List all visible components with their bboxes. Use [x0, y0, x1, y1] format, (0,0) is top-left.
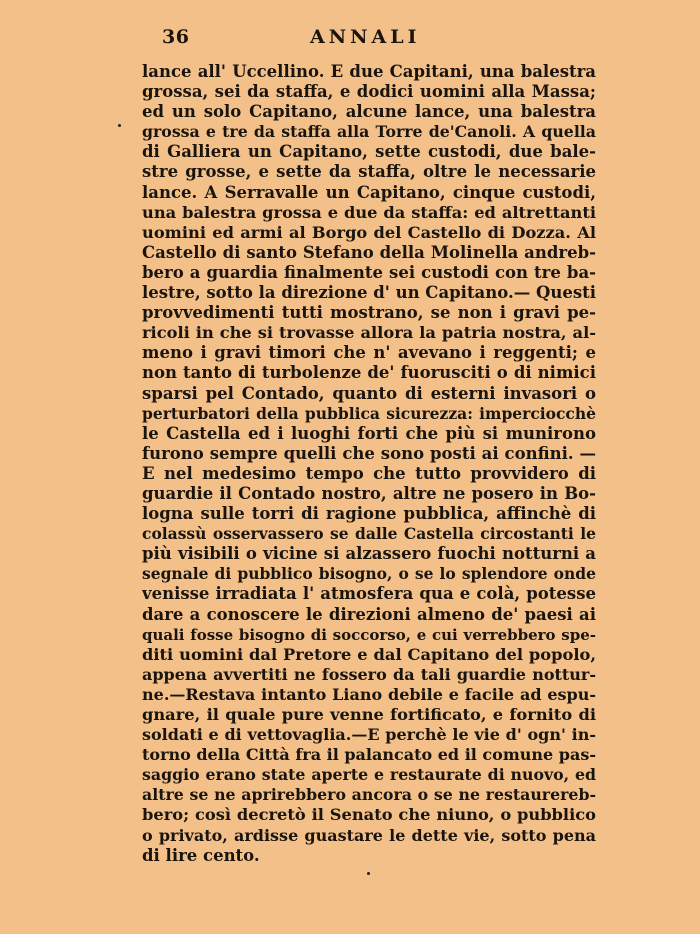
text-line: provvedimenti tutti mostrano, se non i gravi pe-: [142, 303, 596, 323]
text-line: stre grosse, e sette da staffa, oltre le necessarie: [142, 162, 596, 182]
text-line: ne.—Restava intanto Liano debile e facile ad espu-: [142, 684, 596, 704]
body-text: [142, 62, 596, 866]
text-line: venisse irradiata l' atmosfera qua e colà, potesse: [142, 584, 596, 604]
text-line: lance. A Serravalle un Capitano, cinque custodi,: [142, 182, 596, 202]
text-line: ed un solo Capitano, alcune lance, una balestra: [142, 102, 596, 122]
text-line: lance all' Uccellino. E due Capitani, una balestra: [142, 62, 596, 81]
text-line: perturbatori della pubblica sicurezza: imperciocchè: [142, 403, 596, 423]
text-line: bero; così decretò il Senato che niuno, o pubblico: [142, 805, 596, 825]
page-header: [140, 26, 600, 52]
text-line: ricoli in che si trovasse allora la patria nostra, al-: [142, 323, 596, 343]
text-line: di Galliera un Capitano, sette custodi, due bale-: [142, 142, 596, 162]
text-line: più visibili o vicine si alzassero fuochi notturni a: [142, 544, 596, 564]
text-line: bero a guardia finalmente sei custodi con tre ba-: [142, 262, 596, 282]
text-line: le Castella ed i luoghi forti che più si munirono: [142, 423, 596, 443]
text-line: soldati e di vettovaglia.—E perchè le vie d' ogn' in-: [142, 725, 596, 745]
text-line: o privato, ardisse guastare le dette vie, sotto pena: [142, 825, 596, 845]
text-line: appena avvertiti ne fossero da tali guardie nottur-: [142, 664, 596, 684]
text-line: una balestra grossa e due da staffa: ed altrettanti: [142, 202, 596, 222]
text-line: furono sempre quelli che sono posti ai confini. —: [142, 443, 596, 463]
text-line: uomini ed armi al Borgo del Castello di Dozza. Al: [142, 222, 596, 242]
page-number: 36: [162, 26, 190, 48]
text-line: torno della Città fra il palancato ed il comune pas-: [142, 745, 596, 765]
text-line: grossa, sei da staffa, e dodici uomini alla Massa;: [142, 82, 596, 102]
text-line: sparsi pel Contado, quanto di esterni invasori o: [142, 383, 596, 403]
text-line: guardie il Contado nostro, altre ne posero in Bo-: [142, 483, 596, 503]
print-speck: [367, 872, 370, 875]
text-line: meno i gravi timori che n' avevano i reggenti; e: [142, 343, 596, 363]
text-line: logna sulle torri di ragione pubblica, affinchè di: [142, 504, 596, 524]
text-line: quali fosse bisogno di soccorso, e cui verrebbero spe-: [142, 625, 596, 644]
text-line: grossa e tre da staffa alla Torre de'Canoli. A quella: [142, 122, 596, 142]
text-line: altre se ne aprirebbero ancora o se ne restaurereb-: [142, 785, 596, 805]
print-speck: [118, 124, 121, 127]
text-line: segnale di pubblico bisogno, o se lo splendore onde: [142, 564, 596, 584]
text-line: dare a conoscere le direzioni almeno de' paesi ai: [142, 604, 596, 624]
text-line: di lire cento.: [142, 845, 260, 865]
text-line: non tanto di turbolenze de' fuorusciti o di nimici: [142, 363, 596, 383]
text-line: diti uomini dal Pretore e dal Capitano del popolo,: [142, 644, 596, 664]
text-line: E nel medesimo tempo che tutto provvidero di: [142, 463, 596, 483]
text-line: saggio erano state aperte e restaurate di nuovo, ed: [142, 765, 596, 785]
text-line: Castello di santo Stefano della Molinella andreb-: [142, 242, 596, 262]
text-line: lestre, sotto la direzione d' un Capitano.— Questi: [142, 283, 596, 303]
running-title: ANNALI: [310, 26, 421, 48]
text-line: colassù osservassero se dalle Castella circostanti le: [142, 524, 596, 544]
text-line: gnare, il quale pure venne fortificato, e fornito di: [142, 705, 596, 724]
